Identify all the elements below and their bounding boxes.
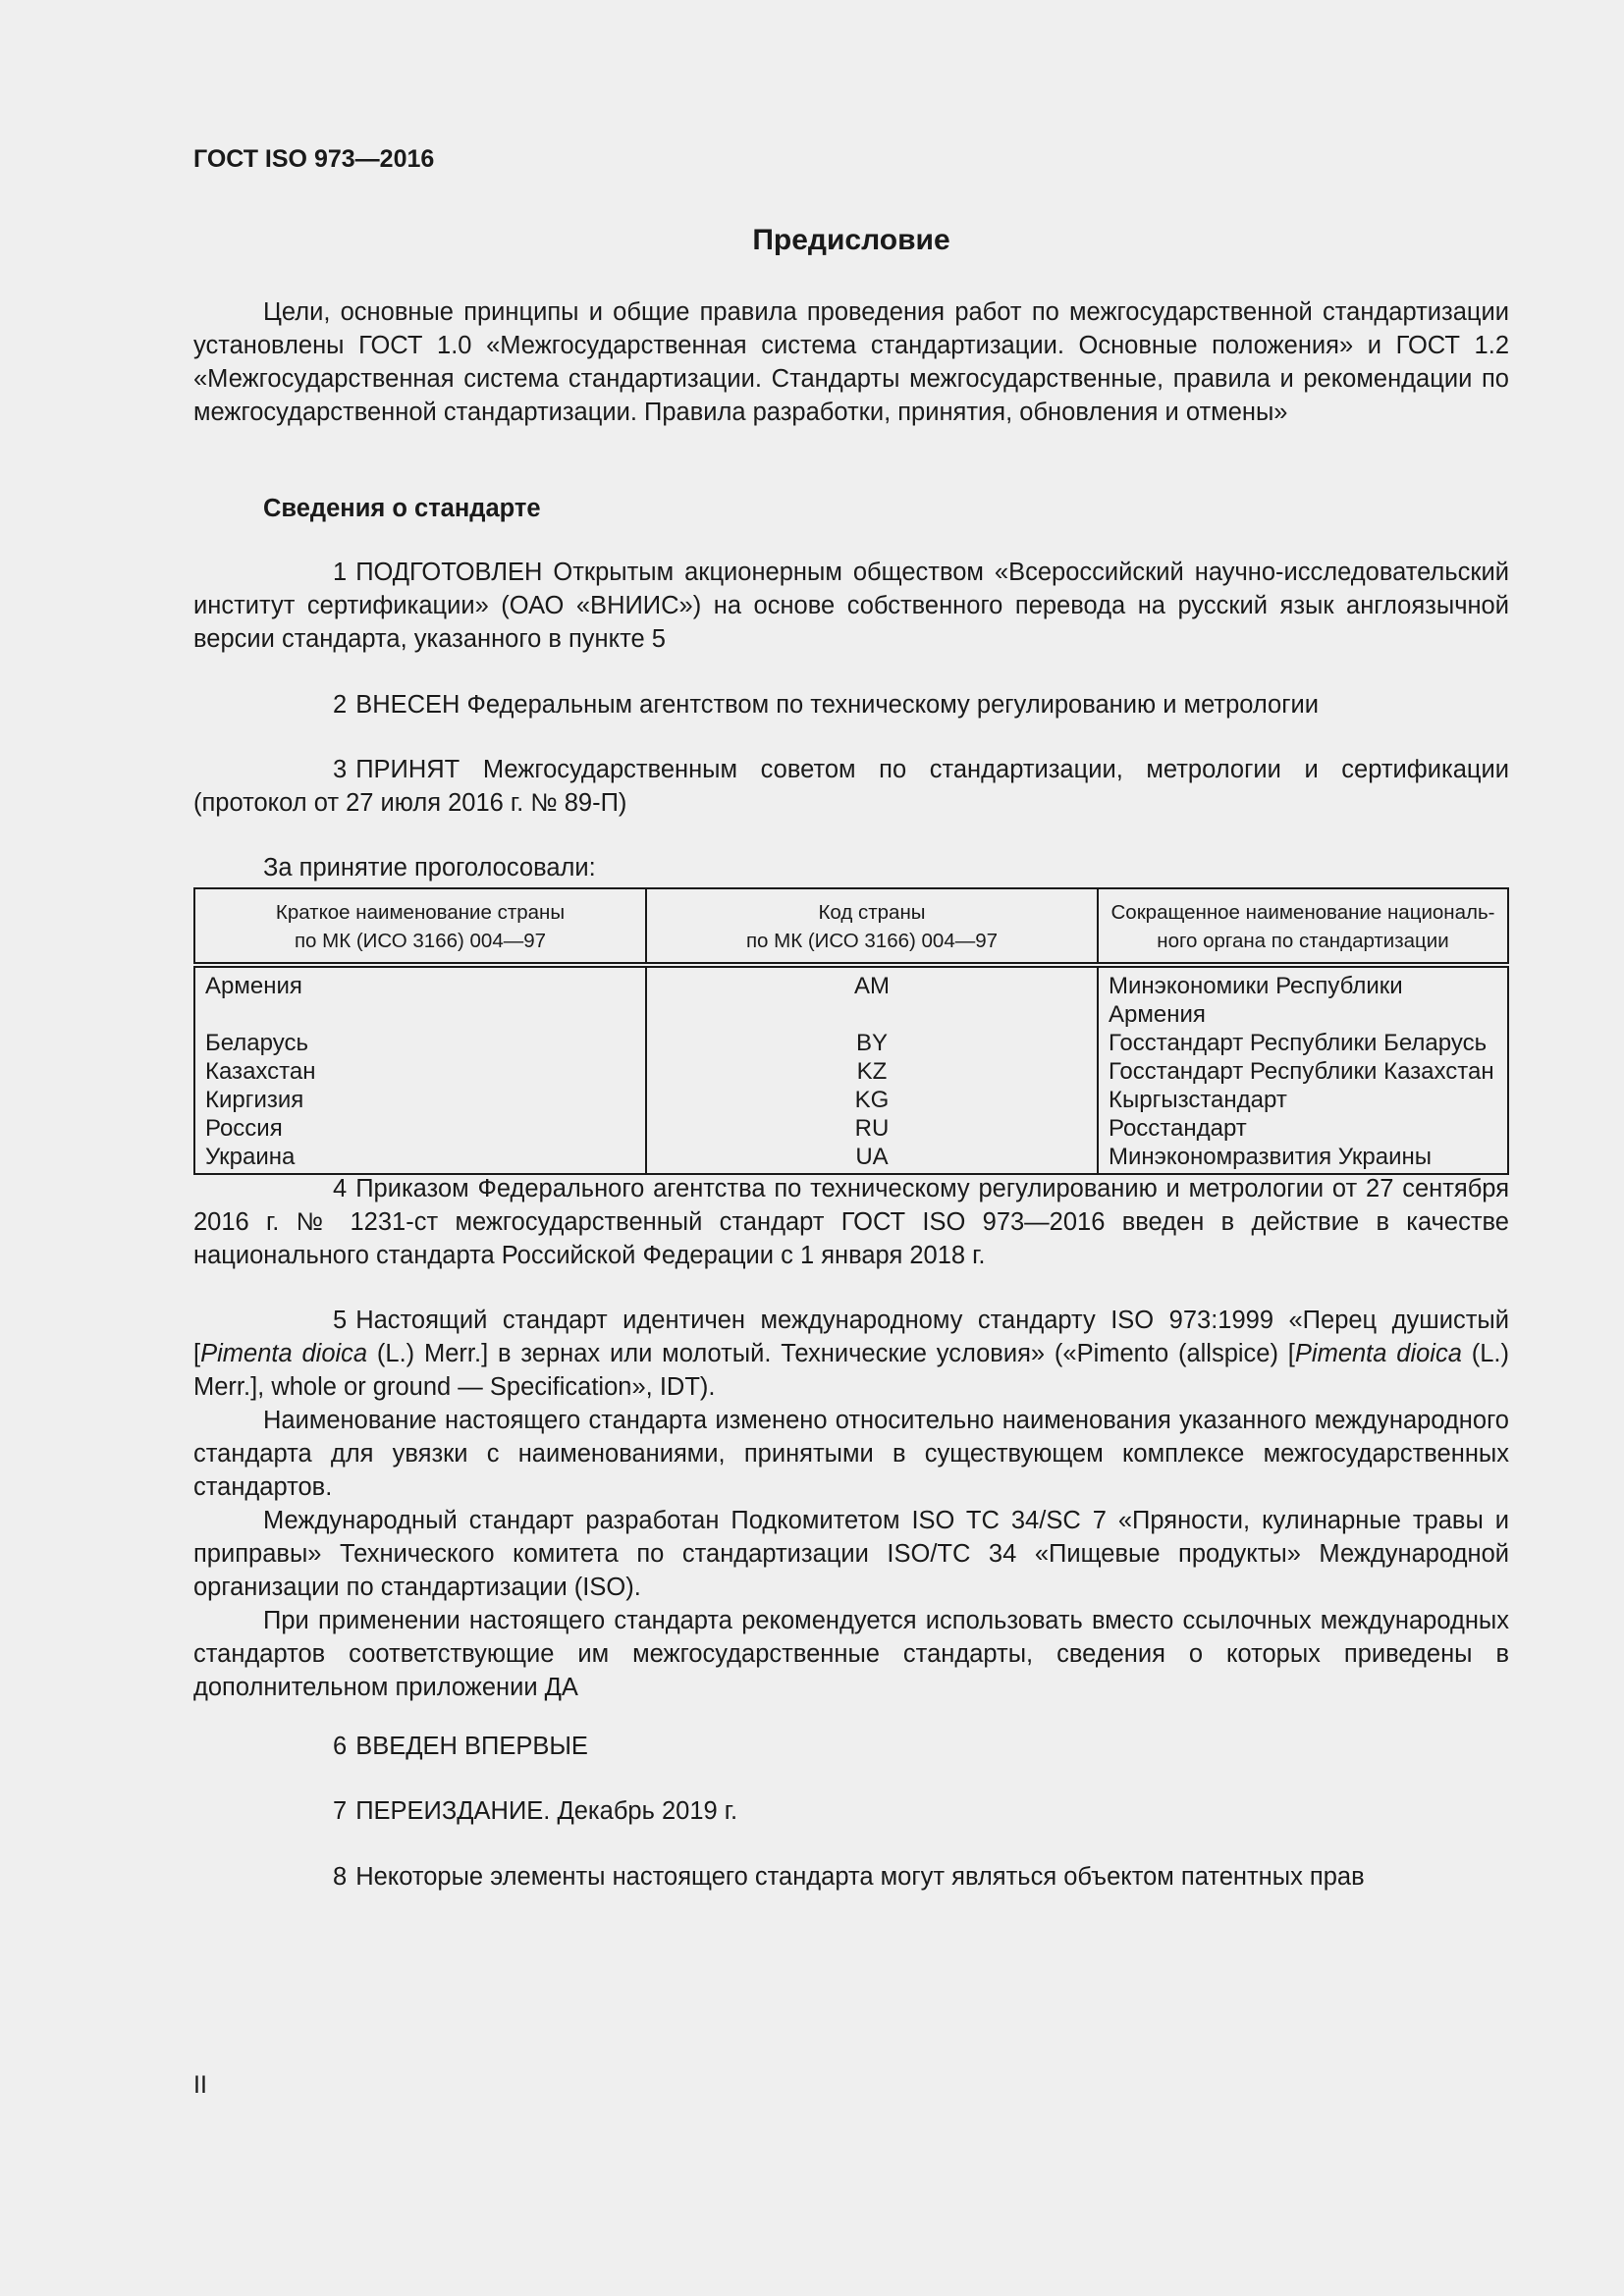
header-line: ного органа по стандартизации — [1157, 930, 1449, 952]
code-cell: BY — [646, 1029, 1098, 1057]
code-cell: AM — [646, 965, 1098, 1029]
item-5-paragraph: При применении настоящего стандарта рекомендуется использовать вместо ссылочных международных стандартов соответствующие им межгосударственные стандарты, сведения о которых приведены в дополнительном приложении ДА — [193, 1607, 1509, 1701]
header-line: Краткое наименование страны — [275, 901, 566, 924]
country-cell: Казахстан — [205, 1058, 316, 1085]
item-text: ВНЕСЕН Федеральным агентством по техническому регулированию и метрологии — [355, 691, 1320, 719]
body-cell: Минэкономики Республики Армения — [1098, 965, 1508, 1029]
country-cell: Киргизия — [205, 1087, 304, 1113]
voted-label: За принятие проголосовали: — [263, 854, 596, 881]
country-cell: Беларусь — [205, 1030, 308, 1056]
document-code: ГОСТ ISO 973—2016 — [193, 145, 435, 173]
table-row — [194, 1114, 1508, 1143]
country-cell: Россия — [205, 1115, 283, 1142]
item-number: 5 — [333, 1307, 348, 1334]
code-cell: UA — [646, 1143, 1098, 1174]
item-text: (L.) Merr.] в зернах или молотый. Технические условия» («Pimento (allspice) [ — [367, 1340, 1295, 1367]
country-cell: Украина — [205, 1144, 296, 1170]
item-text: (L.) Merr.], whole or ground — Specification», IDT). — [193, 1340, 1509, 1401]
code-cell: KG — [646, 1086, 1098, 1114]
item-text: ПЕРЕИЗДАНИЕ. Декабрь 2019 г. — [355, 1797, 738, 1825]
code-cell: RU — [646, 1114, 1098, 1143]
body-cell: Кыргызстандарт — [1098, 1086, 1508, 1114]
table-header-row — [194, 888, 1508, 965]
species-name: Pimenta dioica — [1294, 1340, 1462, 1367]
body-cell: Госстандарт Республики Беларусь — [1098, 1029, 1508, 1057]
item-number: 2 — [333, 691, 348, 719]
item-text: ВВЕДЕН ВПЕРВЫЕ — [355, 1733, 588, 1760]
item-number: 8 — [333, 1863, 348, 1891]
country-cell: Армения — [205, 973, 302, 999]
body-cell: Госстандарт Республики Казахстан — [1098, 1057, 1508, 1086]
item-7 — [193, 1794, 1509, 1828]
header-line: Код страны — [818, 901, 926, 924]
voting-countries-table — [193, 887, 1509, 1175]
header-line: по МК (ИСО 3166) 004—97 — [294, 930, 547, 952]
table-row — [194, 965, 1508, 1029]
item-6 — [193, 1730, 1509, 1763]
item-text: Приказом Федерального агентства по техническому регулированию и метрологии от 27 сентября 2016 г. № 1231-ст межгосударственный стандарт ГОСТ ISO 973—2016 введен в действие в качестве национального стандарта Российской Федерации с 1 января 2018 г. — [193, 1175, 1509, 1269]
intro-paragraph — [193, 295, 1509, 429]
item-number: 1 — [333, 559, 348, 586]
header-line: по МК (ИСО 3166) 004—97 — [745, 930, 999, 952]
item-number: 4 — [333, 1175, 348, 1202]
code-cell: KZ — [646, 1057, 1098, 1086]
item-text: Некоторые элементы настоящего стандарта могут являться объектом патентных прав — [355, 1863, 1365, 1891]
column-header-country — [194, 888, 646, 965]
item-3 — [193, 753, 1509, 820]
item-text: ПОДГОТОВЛЕН Открытым акционерным обществом «Всероссийский научно-исследовательский институт сертификации» (ОАО «ВНИИС») на основе собственного перевода на русский язык англоязычной версии стандарта, указанного в пункте 5 — [193, 559, 1509, 653]
page-number: II — [193, 2071, 207, 2099]
column-header-body — [1098, 888, 1508, 965]
item-number: 3 — [333, 756, 348, 783]
table-row — [194, 1029, 1508, 1057]
page-title: Предисловие — [752, 224, 950, 256]
item-4 — [193, 1172, 1509, 1272]
item-5-paragraph: Наименование настоящего стандарта изменено относительно наименования указанного международного стандарта для увязки с наименованиями, принятыми в существующем комплексе межгосударственных стандартов. — [193, 1407, 1509, 1501]
item-2 — [193, 688, 1509, 721]
body-cell: Минэкономразвития Украины — [1098, 1143, 1508, 1174]
table-row — [194, 1143, 1508, 1174]
species-name: Pimenta dioica — [200, 1340, 368, 1367]
item-5-paragraph: Международный стандарт разработан Подкомитетом ISO TC 34/SC 7 «Пряности, кулинарные травы и приправы» Технического комитета по стандартизации ISO/TC 34 «Пищевые продукты» Международной организации по стандартизации (ISO). — [193, 1507, 1509, 1601]
item-8 — [193, 1860, 1509, 1894]
item-text: Настоящий стандарт идентичен международному стандарту ISO 973:1999 «Перец душистый [ — [193, 1307, 1509, 1367]
item-number: 7 — [333, 1797, 348, 1825]
body-cell: Росстандарт — [1098, 1114, 1508, 1143]
item-number: 6 — [333, 1733, 348, 1760]
document-page — [193, 0, 1509, 2296]
intro-text: Цели, основные принципы и общие правила проведения работ по межгосударственной стандартизации установлены ГОСТ 1.0 «Межгосударственная система стандартизации. Основные положения» и ГОСТ 1.2 «Межгосударственная система стандартизации. Стандарты межгосударственные, правила и рекомендации по межгосударственной стандартизации. Правила разработки, принятия, обновления и отмены» — [193, 298, 1509, 426]
standard-info-heading: Сведения о стандарте — [263, 495, 541, 522]
table-row — [194, 1086, 1508, 1114]
item-1 — [193, 556, 1509, 656]
item-5 — [193, 1304, 1509, 1704]
table-row — [194, 1057, 1508, 1086]
column-header-code — [646, 888, 1098, 965]
header-line: Сокращенное наименование националь- — [1110, 901, 1495, 924]
item-text: ПРИНЯТ Межгосударственным советом по стандартизации, метрологии и сертификации (протокол от 27 июля 2016 г. № 89-П) — [193, 756, 1509, 817]
